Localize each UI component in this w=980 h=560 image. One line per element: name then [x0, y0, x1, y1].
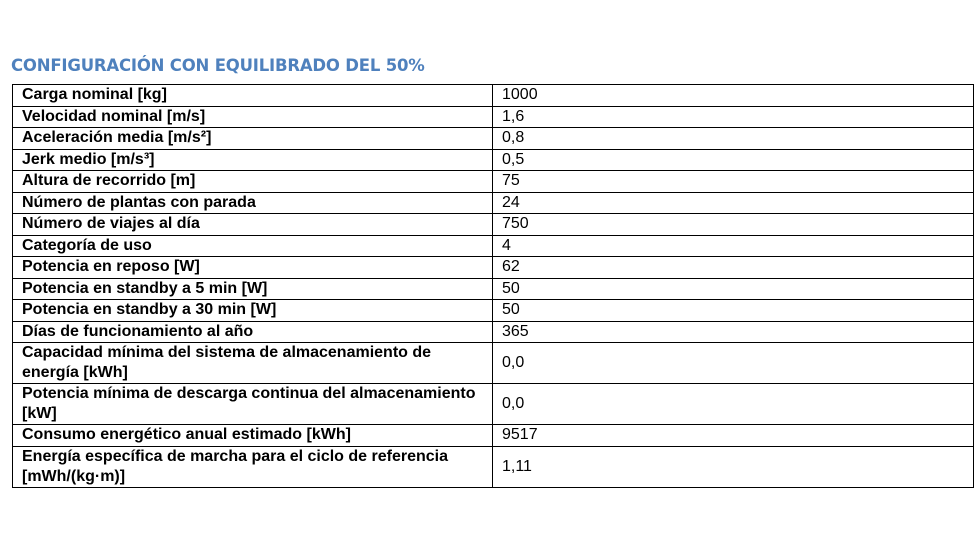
- row-value: 75: [493, 171, 974, 193]
- row-label: Potencia mínima de descarga continua del almacenamiento [kW]: [13, 384, 493, 425]
- table-row: [13, 343, 974, 384]
- table-row: [13, 214, 974, 236]
- row-label: Número de plantas con parada: [13, 192, 493, 214]
- row-label: Velocidad nominal [m/s]: [13, 106, 493, 128]
- row-value: 62: [493, 257, 974, 279]
- table-row: [13, 149, 974, 171]
- row-label: Aceleración media [m/s²]: [13, 128, 493, 150]
- table-row: [13, 300, 974, 322]
- row-label: Carga nominal [kg]: [13, 85, 493, 107]
- row-value: 1000: [493, 85, 974, 107]
- row-value: 24: [493, 192, 974, 214]
- row-value: 0,8: [493, 128, 974, 150]
- row-value: 50: [493, 300, 974, 322]
- row-label: Días de funcionamiento al año: [13, 321, 493, 343]
- row-label: Consumo energético anual estimado [kWh]: [13, 425, 493, 447]
- table-row: [13, 106, 974, 128]
- row-label: Categoría de uso: [13, 235, 493, 257]
- row-value: 0,0: [493, 384, 974, 425]
- table-row: [13, 425, 974, 447]
- row-value: 9517: [493, 425, 974, 447]
- row-value: 1,11: [493, 446, 974, 487]
- table-row: [13, 446, 974, 487]
- row-value: 365: [493, 321, 974, 343]
- row-label: Capacidad mínima del sistema de almacenamiento de energía [kWh]: [13, 343, 493, 384]
- row-label: Potencia en standby a 5 min [W]: [13, 278, 493, 300]
- table-row: [13, 257, 974, 279]
- row-value: 750: [493, 214, 974, 236]
- row-label: Número de viajes al día: [13, 214, 493, 236]
- table-row: [13, 235, 974, 257]
- specifications-table: [12, 84, 974, 488]
- table-row: [13, 321, 974, 343]
- row-label: Energía específica de marcha para el ciclo de referencia [mWh/(kg·m)]: [13, 446, 493, 487]
- row-label: Potencia en standby a 30 min [W]: [13, 300, 493, 322]
- table-row: [13, 171, 974, 193]
- row-value: 1,6: [493, 106, 974, 128]
- table-row: [13, 384, 974, 425]
- row-value: 0,0: [493, 343, 974, 384]
- row-label: Jerk medio [m/s³]: [13, 149, 493, 171]
- table-row: [13, 128, 974, 150]
- page-title: CONFIGURACIÓN CON EQUILIBRADO DEL 50%: [11, 56, 425, 75]
- row-value: 0,5: [493, 149, 974, 171]
- table-row: [13, 192, 974, 214]
- table-row: [13, 85, 974, 107]
- row-label: Altura de recorrido [m]: [13, 171, 493, 193]
- row-label: Potencia en reposo [W]: [13, 257, 493, 279]
- table-row: [13, 278, 974, 300]
- row-value: 4: [493, 235, 974, 257]
- row-value: 50: [493, 278, 974, 300]
